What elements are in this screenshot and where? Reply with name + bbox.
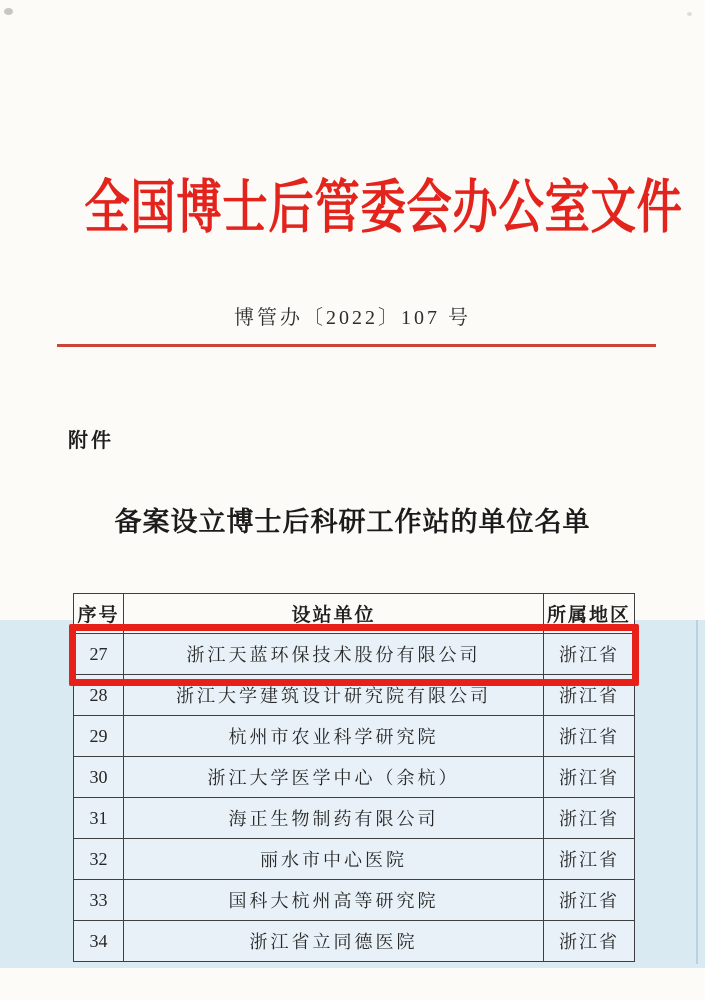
row-region-cell: 浙江省 [544, 716, 635, 757]
col-header-unit: 设站单位 [124, 594, 544, 634]
row-unit-cell: 浙江省立同德医院 [124, 921, 544, 962]
col-header-region: 所属地区 [544, 594, 635, 634]
table-row [74, 921, 635, 962]
header-row [74, 594, 635, 634]
document-number: 博管办〔2022〕107 号 [234, 307, 471, 329]
table-row [74, 757, 635, 798]
table-row-highlighted [74, 634, 635, 675]
units-table [73, 593, 635, 962]
row-unit-cell: 杭州市农业科学研究院 [124, 716, 544, 757]
scan-artifact-speck [4, 8, 13, 15]
row-serial-cell: 33 [74, 880, 124, 921]
row-region-cell: 浙江省 [544, 921, 635, 962]
row-region-cell: 浙江省 [544, 880, 635, 921]
row-region-cell: 浙江省 [544, 634, 635, 675]
row-unit-cell: 浙江大学建筑设计研究院有限公司 [124, 675, 544, 716]
row-region-cell: 浙江省 [544, 839, 635, 880]
row-serial-cell: 30 [74, 757, 124, 798]
table-title: 备案设立博士后科研工作站的单位名单 [114, 507, 591, 537]
table-row [74, 880, 635, 921]
row-unit-cell: 海正生物制药有限公司 [124, 798, 544, 839]
row-region-cell: 浙江省 [544, 675, 635, 716]
col-header-serial: 序号 [74, 594, 124, 634]
document-header-title-text: 全国博士后管委会办公室文件 [84, 175, 683, 240]
table-row [74, 798, 635, 839]
row-serial-cell: 31 [74, 798, 124, 839]
scan-edge-line [696, 620, 698, 964]
row-region-cell: 浙江省 [544, 798, 635, 839]
table-row [74, 716, 635, 757]
attachment-label: 附件 [68, 430, 114, 452]
units-table-header [74, 594, 635, 634]
scan-artifact-speck [687, 12, 692, 16]
row-serial-cell: 32 [74, 839, 124, 880]
row-unit-cell: 浙江大学医学中心（余杭） [124, 757, 544, 798]
row-serial-cell: 28 [74, 675, 124, 716]
red-divider-line [57, 344, 656, 347]
row-serial-cell: 29 [74, 716, 124, 757]
row-unit-cell: 国科大杭州高等研究院 [124, 880, 544, 921]
row-serial-cell: 34 [74, 921, 124, 962]
row-unit-cell: 浙江天蓝环保技术股份有限公司 [124, 634, 544, 675]
row-serial-cell: 27 [74, 634, 124, 675]
table-row [74, 675, 635, 716]
units-table-body [74, 634, 635, 962]
row-region-cell: 浙江省 [544, 757, 635, 798]
table-row [74, 839, 635, 880]
document-header-title [0, 172, 705, 244]
row-unit-cell: 丽水市中心医院 [124, 839, 544, 880]
